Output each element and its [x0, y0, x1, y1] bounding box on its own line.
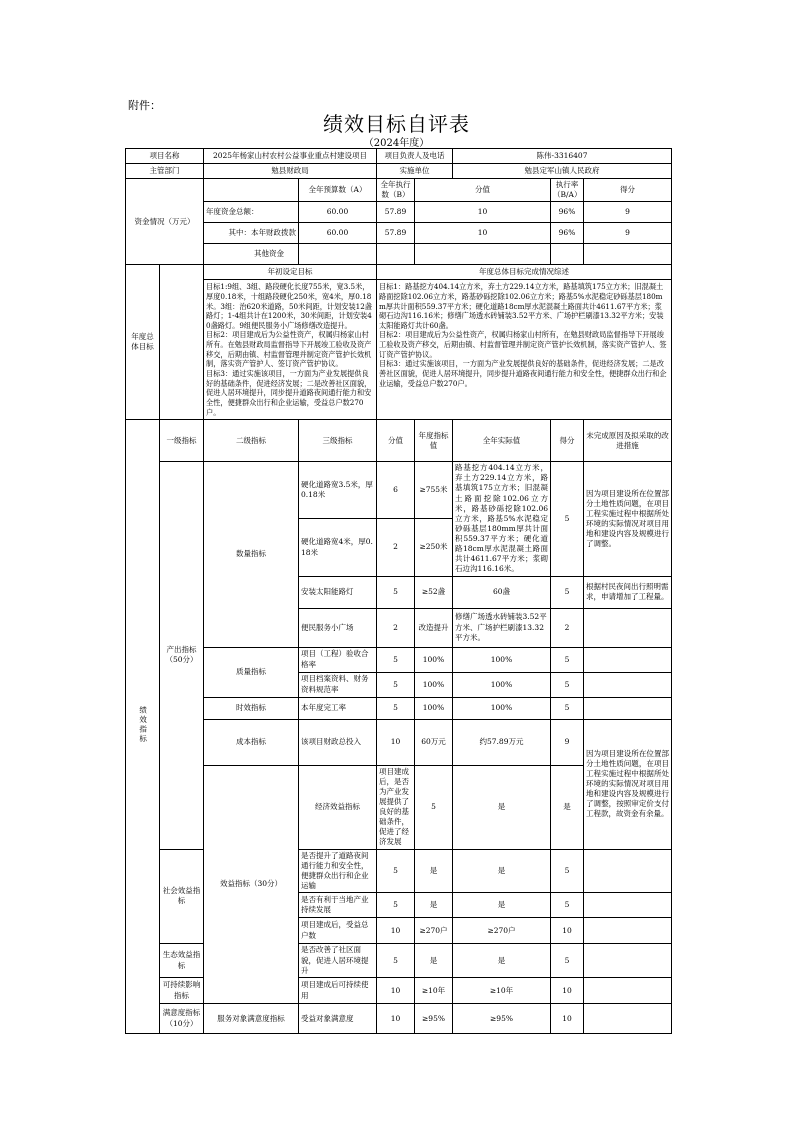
fund-row-points: 9: [584, 223, 672, 244]
quality-label: 质量指标: [204, 647, 299, 697]
impl-value: 勉县定军山镇人民政府: [453, 164, 672, 179]
project-name: 2025年杨家山村农村公益事业重点村建设项目: [204, 149, 377, 164]
indicator-points: 10: [551, 1004, 584, 1034]
indicator-target: 是: [415, 849, 453, 893]
sustain-label: 可持续影响指标: [160, 978, 204, 1004]
indicator-points: 10: [551, 918, 584, 944]
indicator-name: 项目档案资料、财务资料规范率: [299, 672, 377, 697]
page-title: 绩效目标自评表: [323, 112, 470, 136]
indicator-actual: 是: [453, 893, 551, 918]
fund-row-rate: 96%: [551, 202, 584, 223]
indicator-points: 5: [551, 944, 584, 978]
col-exec: 全年执行数（B）: [377, 179, 415, 202]
indicator-actual: ≥10年: [453, 978, 551, 1004]
col-fund-score: 分值: [415, 179, 551, 202]
indicator-score: 2: [377, 608, 415, 647]
indicator-points: 5: [551, 697, 584, 719]
indicator-score: 6: [377, 462, 415, 519]
goals-done-text: 目标1：路基挖方404.14立方米，弃土方229.14立方米，路基填筑175立方米；旧混凝土路面挖除102.06立方米，路基砂砾挖除102.06立方米；路基5%水泥稳定砂砾基层180mm厚共计面积559.37平方米；硬化道路18cm厚水泥混凝土路面共计4611.67平方米；浆砌石边沟116.16米；修缮广场透水砖铺装3.52平方米、广场护栏刷漆13.32平方米；安装太阳能路灯共计60盏。 目标2：项目建成后为公益性资产，权属归杨家山村所有，在勉县财政局监督指导下开展竣工验收及资产移交，后期由镇、村监督管理并制定资产管护长效机制，落实资产管护人、签订资产管护协议。 目标3：通过实施该项目，一方面为产业发展提供良好的基础条件，促进经济发展；二是改善社区面貌，促进人居环境提升，同步提升道路夜间通行能力和安全性，便捷群众出行和企业运输，受益总户数270户。: [377, 280, 672, 420]
fund-row-name: 其中：本年财政拨款: [204, 223, 299, 244]
indicator-name: 受益对象满意度: [299, 1004, 377, 1034]
indicator-target: 100%: [415, 697, 453, 719]
indicator-score: 5: [377, 647, 415, 672]
indicators-side-label: 绩效指标: [126, 420, 160, 1034]
indicator-score: 5: [377, 697, 415, 719]
indicator-target: 是: [415, 893, 453, 918]
goals-label: 年度总体目标: [126, 265, 160, 420]
fund-row-budget: 60.00: [299, 223, 377, 244]
indicator-score: 10: [377, 978, 415, 1004]
indicator-score: 5: [377, 576, 415, 608]
indicator-name: 安装太阳能路灯: [299, 576, 377, 608]
goals-set-label: 年初设定目标: [204, 265, 377, 280]
indicator-target: 是: [453, 765, 551, 849]
fund-row-name: 年度资金总额：: [204, 202, 299, 223]
indicator-actual: 修缮广场透水砖铺装3.52平方米、广场护栏刷漆13.32平方米。: [453, 608, 551, 647]
dept-value: 勉县财政局: [204, 164, 377, 179]
indicator-points: 5: [551, 647, 584, 672]
indicator-actual: ≥95%: [453, 1004, 551, 1034]
annex-label: 附件：: [128, 99, 161, 112]
fund-row-points: 9: [584, 202, 672, 223]
fund-row-score: 10: [415, 202, 551, 223]
indicator-points: 5: [551, 462, 584, 576]
indicator-name: 项目（工程）验收合格率: [299, 647, 377, 672]
indicator-name: 是否改善了社区面貌，促进人居环境提升: [299, 944, 377, 978]
fund-row-name: 其他资金: [204, 244, 299, 265]
dept-label: 主管部门: [126, 164, 204, 179]
indicator-name: 该项目财政总投入: [299, 719, 377, 765]
report-year: （2024年度）: [363, 138, 430, 149]
eco-label: 生态效益指标: [160, 944, 204, 978]
indicator-name: 便民服务小广场: [299, 608, 377, 647]
indicator-target: ≥10年: [415, 978, 453, 1004]
project-name-label: 项目名称: [126, 149, 204, 164]
indicator-score: 5: [415, 765, 453, 849]
indicator-actual: 100%: [453, 647, 551, 672]
indicator-score: 10: [377, 918, 415, 944]
indicator-score: 2: [377, 519, 415, 576]
fund-row-exec: 57.89: [377, 223, 415, 244]
output-label: 产出指标（50分）: [160, 462, 204, 849]
indicator-points: 5: [551, 672, 584, 697]
indicator-points: 10: [551, 978, 584, 1004]
indicator-points: 5: [551, 576, 584, 608]
col-points: 得分: [551, 420, 584, 462]
indicator-actual: 约57.89万元: [453, 719, 551, 765]
fund-row-exec: 57.89: [377, 202, 415, 223]
indicator-score: 5: [377, 672, 415, 697]
indicator-score: 10: [377, 719, 415, 765]
col-l3: 三级指标: [299, 420, 377, 462]
indicator-name: 本年度完工率: [299, 697, 377, 719]
indicator-actual: 是: [551, 765, 584, 849]
fund-row-score: 10: [415, 223, 551, 244]
col-actual: 全年实际值: [453, 420, 551, 462]
indicator-name: 项目建成后，是否为产业发展提供了良好的基础条件，促进了经济发展: [377, 765, 415, 849]
indicator-points: 5: [551, 849, 584, 893]
benefit-label: 效益指标（30分）: [204, 765, 299, 1004]
indicator-target: 改造提升: [415, 608, 453, 647]
col-target: 年度指标值: [415, 420, 453, 462]
indicator-score: 5: [377, 893, 415, 918]
indicator-name: 项目建成后，受益总户数: [299, 918, 377, 944]
indicator-target: ≥755米: [415, 462, 453, 519]
indicator-name: 是否有利于当地产业持续发展: [299, 893, 377, 918]
indicator-actual: 60盏: [453, 576, 551, 608]
reason-light: 根据村民夜间出行照明需求，申请增加了工程量。: [584, 576, 672, 608]
indicator-target: 100%: [415, 647, 453, 672]
indicator-actual: 100%: [453, 697, 551, 719]
indicator-score: 10: [377, 1004, 415, 1034]
social-label: 社会效益指标: [160, 849, 204, 944]
indicator-name: 项目建成后可持续使用: [299, 978, 377, 1004]
indicator-name: 是否提升了道路夜间通行能力和安全性，便捷群众出行和企业运输: [299, 849, 377, 893]
quantity-label: 数量指标: [204, 462, 299, 647]
evaluation-table: [125, 148, 672, 1034]
timeliness-label: 时效指标: [204, 697, 299, 719]
goals-set-text: 目标1:9组、3组、路段硬化长度755米，宽3.5米，厚度0.18米，十组路段硬化250米，宽4米，厚0.18米。3组：治620米道路，50米间距，计划安装12盏路灯；1-4组共计在1200米，30米间距，计划安装40盏路灯。9组便民服务小广场修缮改造提升。 目标2：项目建成后为公益性资产，权属归杨家山村所有。在勉县财政局监督指导下开展竣工验收及资产移交，后期由镇、村监督管理并制定资产管护长效机制，落实资产管护人、签订资产管护协议。 目标3：通过实施该项目，一方面为产业发展提供良好的基础条件，促进经济发展；二是改善社区面貌，促进人居环境提升，同步提升道路夜间通行能力和安全性，便捷群众出行和企业运输，受益总户数270户。: [204, 280, 377, 420]
col-l2: 二级指标: [204, 420, 299, 462]
indicator-points: 2: [551, 608, 584, 647]
leader-label: 项目负责人及电话: [377, 149, 453, 164]
col-fund-points: 得分: [584, 179, 672, 202]
road-actual: 路基挖方404.14立方米，弃土方229.14立方米，路基填筑175立方米；旧混凝土路面挖除102.06立方米，路基砂砾挖除102.06立方米，路基5%水泥稳定砂砾基层180mm厚共计面积559.37平方米；硬化道路18cm厚水泥混凝土路面共计4611.67平方米；浆砌石边沟116.16米。: [453, 462, 551, 576]
indicator-target: 100%: [415, 672, 453, 697]
economic-label: 经济效益指标: [299, 765, 377, 849]
indicator-score: 5: [377, 944, 415, 978]
indicator-target: 60万元: [415, 719, 453, 765]
funds-label: 资金情况（万元）: [126, 179, 204, 265]
col-l1: 一级指标: [160, 420, 204, 462]
cost-label: 成本指标: [204, 719, 299, 765]
col-rate: 执行率（B/A）: [551, 179, 584, 202]
reason-cost: 因为项目建设所在位置部分土地性质问题，在项目工程实施过程中根据所处环境的实际情况对项目用地和建设内容及规模进行了调整，按照审定价支付工程款，故资金有余量。: [584, 719, 672, 849]
indicator-name: 硬化道路宽4米，厚0.18米: [299, 519, 377, 576]
indicator-target: ≥270户: [415, 918, 453, 944]
fund-row-rate: 96%: [551, 223, 584, 244]
indicator-target: ≥95%: [415, 1004, 453, 1034]
indicator-actual: 100%: [453, 672, 551, 697]
col-score: 分值: [377, 420, 415, 462]
indicator-target: ≥250米: [415, 519, 453, 576]
indicator-target: 是: [415, 944, 453, 978]
indicator-name: 硬化道路宽3.5米，厚0.18米: [299, 462, 377, 519]
indicator-actual: 是: [453, 849, 551, 893]
goals-done-label: 年度总体目标完成情况综述: [377, 265, 672, 280]
fund-row-budget: 60.00: [299, 202, 377, 223]
indicator-target: ≥52盏: [415, 576, 453, 608]
indicator-actual: 是: [453, 944, 551, 978]
col-reason: 未完成原因及拟采取的改进措施: [584, 420, 672, 462]
impl-label: 实施单位: [377, 164, 453, 179]
indicator-score: 5: [377, 849, 415, 893]
service-label: 服务对象满意度指标: [204, 1004, 299, 1034]
reason-road: 因为项目建设所在位置部分土地性质问题，在项目工程实施过程中根据所处环境的实际情况对项目用地和建设内容及规模进行了调整。: [584, 462, 672, 576]
satisfaction-label: 满意度指标（10分）: [160, 1004, 204, 1034]
indicator-actual: ≥270户: [453, 918, 551, 944]
indicator-points: 5: [551, 893, 584, 918]
indicator-points: 9: [551, 719, 584, 765]
leader-value: 陈伟-3316407: [453, 149, 672, 164]
col-budget: 全年预算数（A）: [299, 179, 377, 202]
